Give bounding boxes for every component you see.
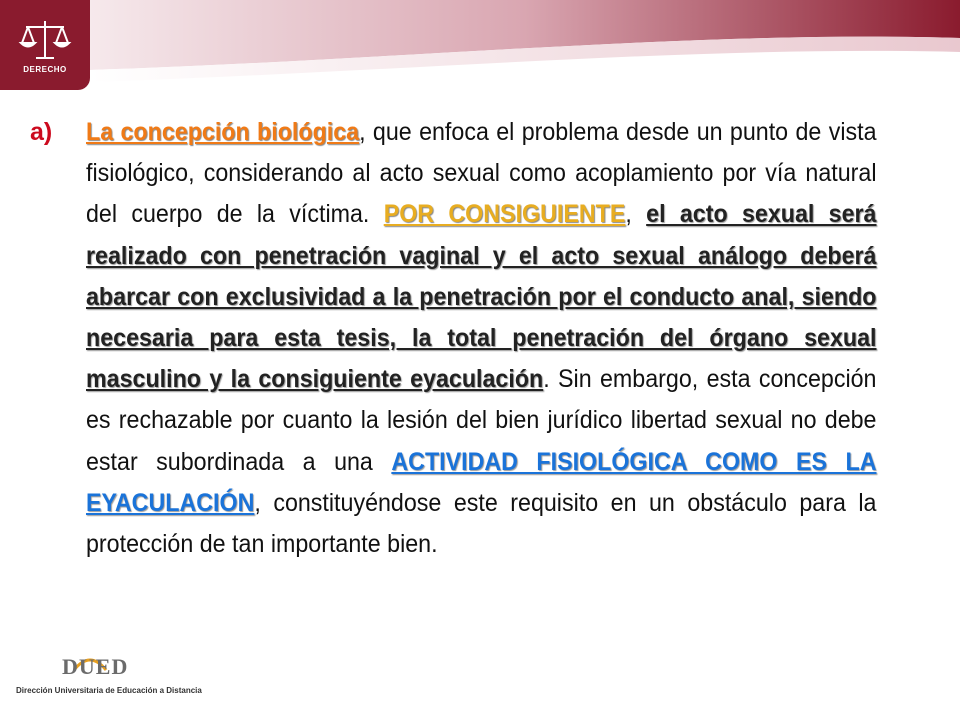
paragraph	[86, 112, 877, 565]
department-logo	[0, 0, 90, 90]
header-banner	[0, 0, 960, 100]
highlight-concept: ACTIVIDAD FISIOLÓGICA COMO ES LA EYACULACIÓN	[86, 447, 877, 517]
text-run: , que enfoca el problema desde un punto de vista fisiológico, considerando al acto sexual como acoplamiento por vía natural del cuerpo de la víctima.	[86, 118, 877, 229]
footer-acronym: DUED	[62, 654, 129, 679]
highlight-connector: POR CONSIGUIENTE	[383, 200, 626, 229]
text-run: . Sin embargo, esta concepción es rechazable por cuanto la lesión del bien jurídico libertad sexual no debe estar subordinada a una	[86, 365, 877, 476]
list-item	[30, 112, 936, 565]
emphasized-statement: el acto sexual será realizado con penetración vaginal y el acto sexual análogo deberá abarcar con exclusividad a la penetración por el conducto anal, siendo necesaria para esta tesis, la total penetración del órgano sexual masculino y la consiguiente eyaculación	[86, 200, 877, 394]
footer-logo	[14, 650, 214, 705]
scales-of-justice-icon	[18, 17, 72, 63]
highlight-term: La concepción biológica	[86, 118, 360, 146]
logo-label: DERECHO	[23, 64, 67, 74]
text-run: ,	[625, 200, 647, 229]
slide-body	[30, 112, 936, 565]
footer-fullname: Dirección Universitaria de Educación a Distancia	[16, 686, 202, 695]
text-run: , constituyéndose este requisito en un obstáculo para la protección de tan importante bien.	[86, 488, 877, 559]
banner-swoosh	[0, 0, 960, 100]
list-marker: a)	[30, 118, 53, 146]
